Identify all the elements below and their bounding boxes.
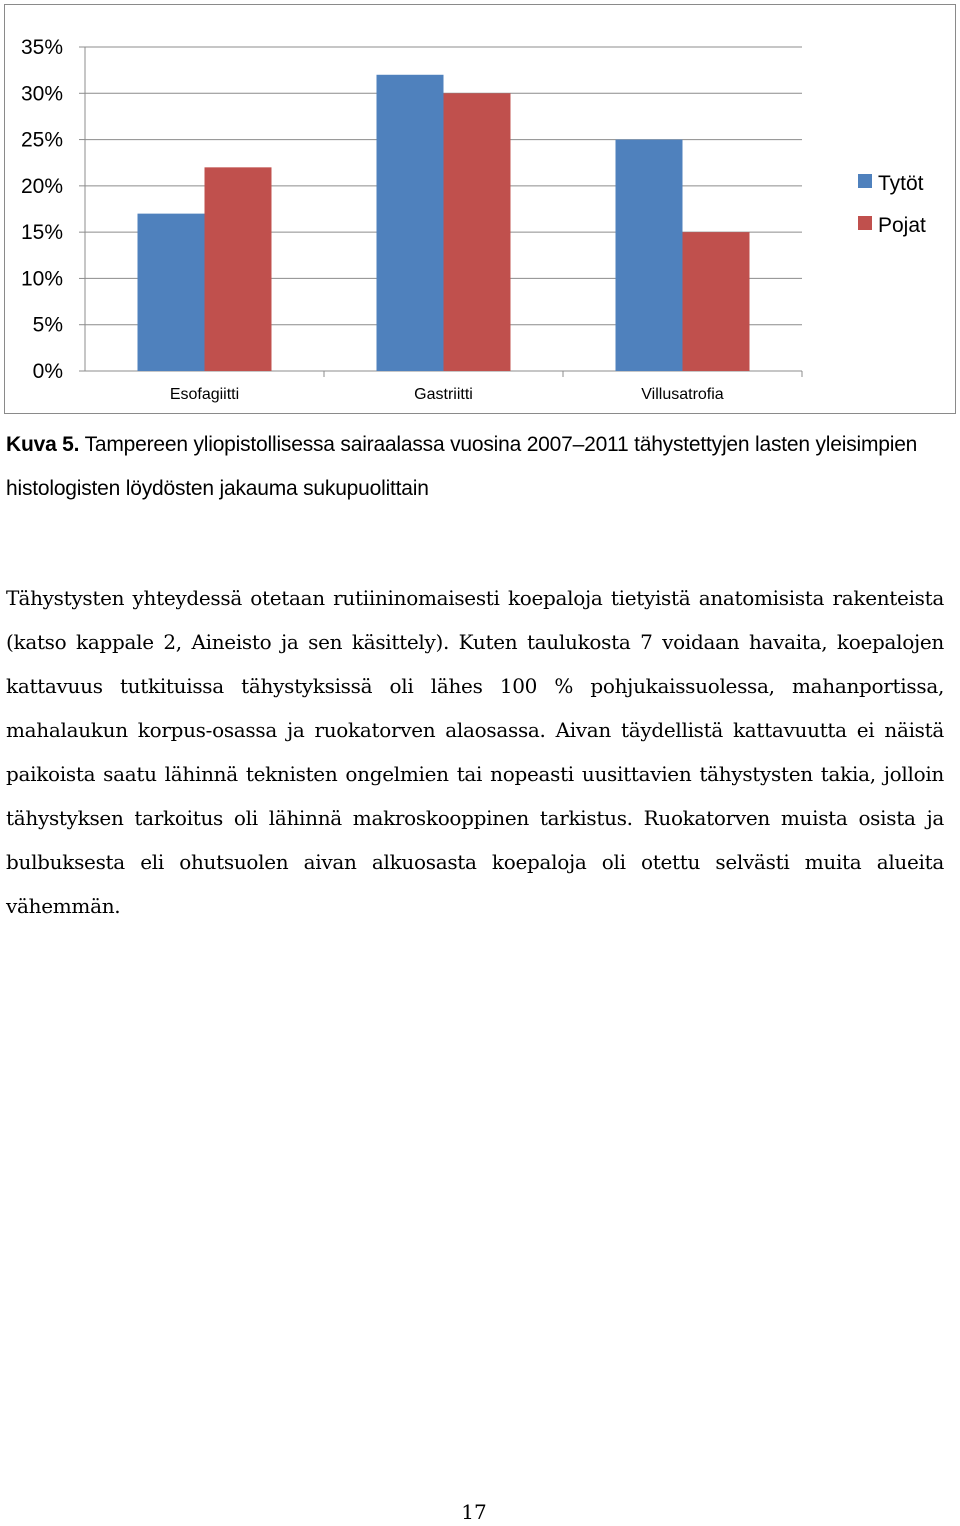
bar-gastriitti-tytt — [377, 75, 444, 371]
y-tick-label: 30% — [20, 82, 63, 106]
chart-canvas — [5, 5, 955, 413]
y-tick-label: 20% — [20, 174, 63, 198]
legend-swatch — [858, 216, 872, 230]
bar-chart — [4, 4, 956, 414]
figure-caption — [6, 423, 946, 511]
bar-esofagiitti-pojat — [205, 167, 272, 371]
y-tick-label: 15% — [20, 221, 63, 245]
bar-gastriitti-pojat — [444, 93, 511, 371]
caption-label: Kuva 5. — [6, 433, 80, 456]
legend-label: Tytöt — [878, 172, 924, 195]
body-paragraph: Tähystysten yhteydessä otetaan rutiininomaisesti koepaloja tietyistä anatomisista rakenteista (katso kappale 2, Aineisto ja sen käsittely). Kuten taulukosta 7 voidaan havaita, koepalojen kattavuus tutkituissa tähystyksissä oli lähes 100 % pohjukaissuolessa, mahanportissa, mahalaukun korpus-osassa ja ruokatorven alaosassa. Aivan täydellistä kattavuutta ei näistä paikoista saatu lähinnä teknisten ongelmien tai nopeasti uusittavien tähystysten takia, jolloin tähystyksen tarkoitus oli lähinnä makroskooppinen tarkistus. Ruokatorven muista osista ja bulbuksesta eli ohutsuolen aivan alkuosasta koepaloja oli otettu selvästi muita alueita vähemmän. — [6, 586, 944, 918]
bar-villusatrofia-pojat — [683, 232, 750, 371]
bar-villusatrofia-tytt — [616, 140, 683, 371]
bar-esofagiitti-tytt — [138, 214, 205, 371]
y-tick-label: 5% — [32, 313, 63, 337]
page-number: 17 — [461, 1500, 487, 1524]
legend-label: Pojat — [878, 214, 926, 237]
y-tick-label: 0% — [32, 360, 63, 383]
x-tick-label: Esofagiitti — [169, 386, 240, 403]
y-tick-label: 10% — [20, 267, 63, 291]
x-tick-label: Gastriitti — [414, 386, 473, 403]
x-tick-label: Villusatrofia — [641, 386, 724, 403]
y-tick-label: 35% — [20, 36, 63, 59]
legend-swatch — [858, 174, 872, 188]
caption-text: Tampereen yliopistollisessa sairaalassa vuosina 2007–2011 tähystettyjen lasten yleisimpien histologisten löydösten jakauma sukupuolittain — [6, 433, 918, 500]
y-tick-label: 25% — [20, 128, 63, 152]
